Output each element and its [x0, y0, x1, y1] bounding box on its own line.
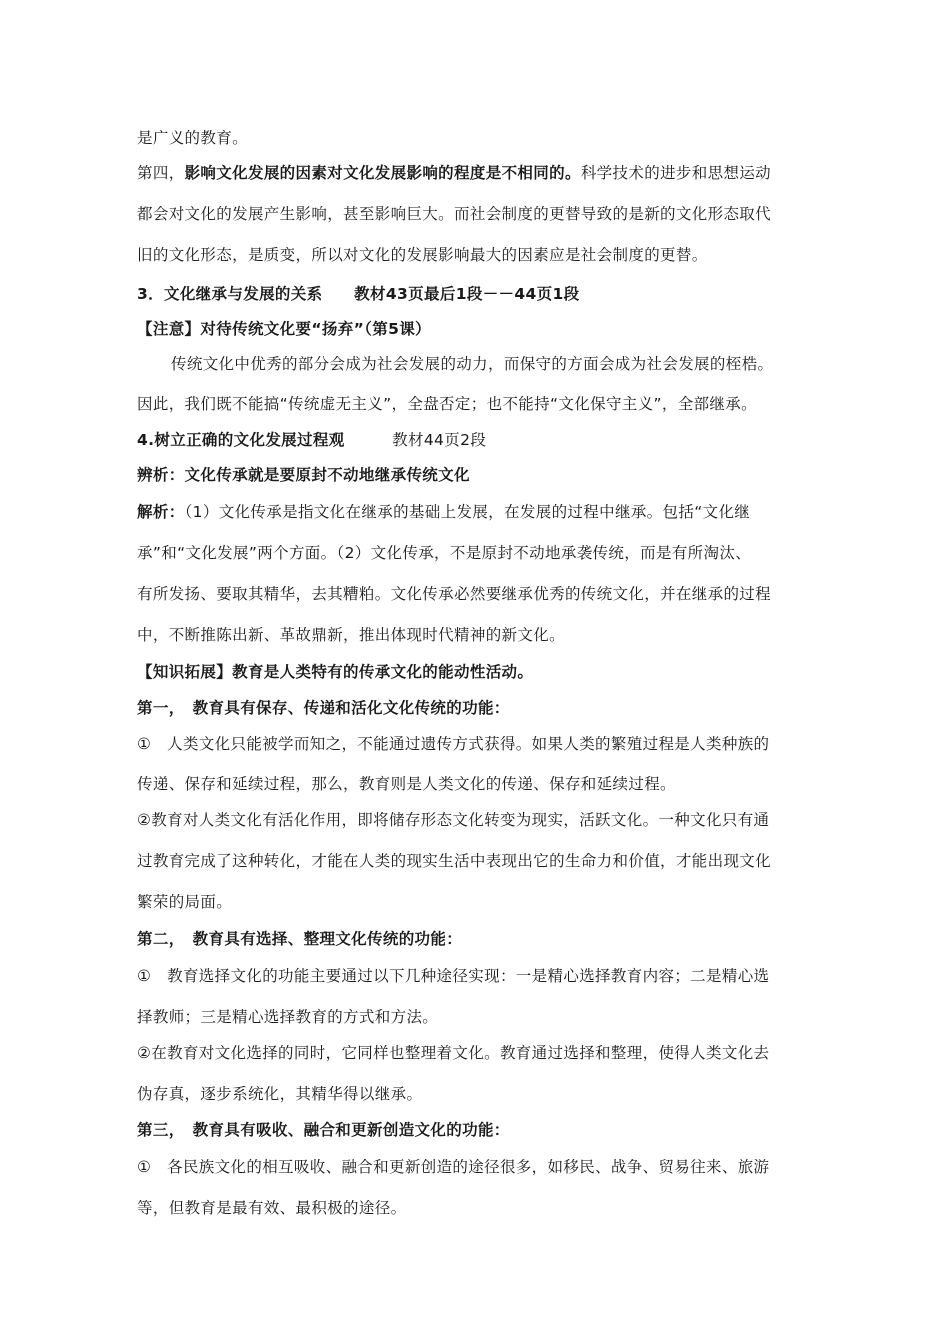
point-heading: 第一， 教育具有保存、传递和活化文化传统的功能：	[137, 699, 510, 717]
bold-run: 影响文化发展的因素对文化发展影响的程度是不相同的。	[184, 164, 581, 182]
text-line: 过教育完成了这种转化，才能在人类的现实生活中表现出它的生命力和价值，才能出现文化	[137, 852, 772, 870]
text-line: 承”和“文化发展”两个方面。（2）文化传承，不是原封不动地承袭传统，而是有所淘汰、	[137, 544, 752, 562]
bold-run: 4.树立正确的文化发展过程观	[137, 431, 345, 449]
text-line: 等，但教育是最有效、最积极的途径。	[137, 1199, 407, 1217]
text-line: ① 各民族文化的相互吸收、融合和更新创造的途径很多，如移民、战争、贸易往来、旅游	[137, 1158, 770, 1176]
text-line: 择教师；三是精心选择教育的方式和方法。	[137, 1008, 439, 1026]
point-heading: 第三， 教育具有吸收、融合和更新创造文化的功能：	[137, 1121, 510, 1139]
section-heading: 3．文化继承与发展的关系 教材43页最后1段－－44页1段	[137, 285, 580, 303]
text-line: ① 人类文化只能被学而知之，不能通过遗传方式获得。如果人类的繁殖过程是人类种族的	[137, 735, 770, 753]
text-line: 中，不断推陈出新、革故鼎新，推出体现时代精神的新文化。	[137, 626, 565, 644]
text-line: ① 教育选择文化的功能主要通过以下几种途径实现：一是精心选择教育内容；二是精心选	[137, 967, 770, 985]
text-run: 第四，	[137, 164, 185, 182]
text-run: 科学技术的进步和思想运动	[580, 164, 772, 182]
text-line	[137, 163, 771, 183]
text-line: ②在教育对文化选择的同时，它同样也整理着文化。教育通过选择和整理，使得人类文化去	[137, 1044, 770, 1062]
text-line: 有所发扬、要取其精华，去其糟粕。文化传承必然要继承优秀的传统文化，并在继承的过程	[137, 585, 772, 603]
knowledge-extension-heading: 【知识拓展】教育是人类特有的传承文化的能动性活动。	[137, 663, 534, 681]
text-line	[137, 502, 750, 522]
text-run: 教材44页2段	[344, 431, 487, 449]
section-heading	[137, 430, 486, 450]
text-line: 是广义的教育。	[137, 129, 248, 147]
text-line: 传统文化中优秀的部分会成为社会发展的动力，而保守的方面会成为社会发展的桎梏。	[171, 355, 774, 373]
text-line: ②教育对人类文化有活化作用，即将储存形态文化转变为现实，活跃文化。一种文化只有通	[137, 811, 770, 829]
text-run: （1）文化传承是指文化在继承的基础上发展，在发展的过程中继承。包括“文化继	[184, 503, 751, 521]
point-heading: 第二， 教育具有选择、整理文化传统的功能：	[137, 930, 463, 948]
analysis-question: 辨析：文化传承就是要原封不动地继承传统文化	[137, 466, 470, 484]
text-line: 因此，我们既不能搞“传统虚无主义”，全盘否定；也不能持“文化保守主义”，全部继承。	[137, 395, 757, 413]
text-line: 伪存真，逐步系统化，其精华得以继承。	[137, 1085, 423, 1103]
text-line: 传递、保存和延续过程，那么，教育则是人类文化的传递、保存和延续过程。	[137, 775, 676, 793]
text-line: 旧的文化形态，是质变，所以对文化的发展影响最大的因素应是社会制度的更替。	[137, 246, 708, 264]
bold-run: 解析：	[137, 503, 185, 521]
note-heading: 【注意】对待传统文化要“扬弃”（第5课）	[137, 320, 431, 338]
text-line: 都会对文化的发展产生影响，甚至影响巨大。而社会制度的更替导致的是新的文化形态取代	[137, 205, 772, 223]
text-line: 繁荣的局面。	[137, 893, 233, 911]
